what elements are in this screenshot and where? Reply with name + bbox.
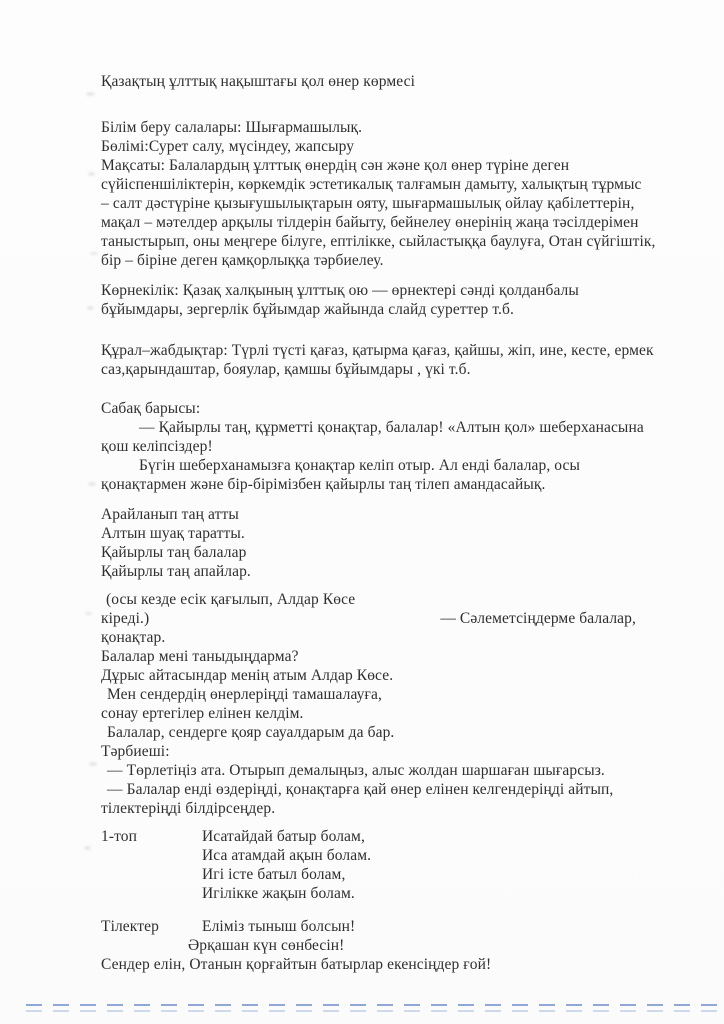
text-line: саз,қарындаштар, бояулар, қамшы бұйымдары , үкі т.б. <box>101 361 471 378</box>
text-line <box>101 609 724 628</box>
line-text: Әрқашан күн сөнбесін! <box>188 937 345 954</box>
text-line <box>101 936 724 955</box>
line-text: кіреді.) <box>101 610 150 627</box>
text-line: — Төрлетіңіз ата. Отырып демалыңыз, алыс жолдан шаршаған шығарсыз. <box>107 762 605 779</box>
text-line: Бүгін шеберханамызға қонақтар келіп отыр. Ал енді балалар, осы <box>139 457 581 474</box>
text-line: Көрнекілік: Қазақ халқының ұлттық ою — өрнектері сәнді қолданбалы <box>101 282 579 299</box>
text-line <box>101 865 724 884</box>
text-line: Тәрбиеші: <box>101 743 170 760</box>
scan-smudge <box>88 172 95 176</box>
scan-smudge <box>84 846 91 850</box>
text-line: бір – біріне деген қамқорлыққа тәрбиелеу. <box>101 252 384 269</box>
text-line: Бөлімі:Сурет салу, мүсіндеу, жапсыру <box>101 138 355 155</box>
text-line: мақал – мәтелдер арқылы тілдерін байыту, бейнелеу өнерінің жаңа тәсілдерімен <box>101 214 639 231</box>
text-line: Сендер елін, Отанын қорғайтын батырлар екенсіңдер ғой! <box>101 956 492 973</box>
text-line: қонақтармен және бір-бірімізбен қайырлы таң тілеп амандасайық. <box>101 476 546 493</box>
scan-smudge <box>88 482 96 486</box>
text-line: сонау ертегілер елінен келдім. <box>101 705 304 722</box>
scan-smudge <box>89 762 97 766</box>
text-line: Құрал–жабдықтар: Түрлі түсті қағаз, қатырма қағаз, қайшы, жіп, ине, кесте, ермек <box>101 342 654 359</box>
scan-smudge <box>87 306 94 310</box>
line-text-right: — Сәлеметсіңдерме балалар, <box>440 610 636 627</box>
document-content <box>101 72 724 974</box>
text-line: қонақтар. <box>101 629 166 646</box>
scan-smudge <box>90 252 98 255</box>
text-line: — Балалар енді өздеріңді, қонақтарға қай өнер елінен келгендеріңді айтып, <box>107 781 614 798</box>
text-line: Дұрыс айтасындар менің атым Алдар Көсе. <box>101 667 394 684</box>
scan-smudge <box>85 612 92 615</box>
text-line: Қайырлы таң балалар <box>101 544 247 561</box>
text-line: Арайланып таң атты <box>101 506 239 523</box>
text-line <box>101 846 724 865</box>
text-line: Білім беру салалары: Шығармашылық. <box>101 119 363 136</box>
bottom-dashed-line-echo <box>26 1010 724 1012</box>
text-line <box>101 917 724 936</box>
bottom-dashed-line <box>26 1004 724 1006</box>
line-text: Еліміз тыныш болсын! <box>202 918 356 935</box>
text-line: бұйымдары, зергерлік бұйымдар жайында слайд суреттер т.б. <box>101 301 514 318</box>
text-line <box>101 884 724 903</box>
line-text: Исатайдай батыр болам, <box>202 828 365 845</box>
text-line: – салт дәстүріне қызығушылықтарын ояту, шығармашылық ойлау қабілеттерін, <box>101 195 635 212</box>
text-line: Қайырлы таң апайлар. <box>101 563 251 580</box>
text-line: сүйіспеншіліктерін, көркемдік эстетикалық талғамын дамыту, халықтың тұрмыс <box>101 176 642 193</box>
line-text: Игілікке жақын болам. <box>202 885 355 902</box>
text-line: таныстырып, оны меңгере білуге, ептілікке, сыйластыққа баулуға, Отан сүйгіштік, <box>101 233 656 250</box>
text-line: Мен сендердің өнерлеріңді тамашалауға, <box>107 686 382 703</box>
text-line: тілектеріңді білдірсеңдер. <box>101 800 276 817</box>
text-line: қош келіпсіздер! <box>101 438 213 455</box>
line-label: Тілектер <box>101 918 159 935</box>
text-line: Мақсаты: Балалардың ұлттық өнердің сән және қол өнер түріне деген <box>101 157 570 174</box>
text-line: (осы кезде есік қағылып, Алдар Көсе <box>106 591 356 608</box>
line-label: 1-топ <box>101 828 138 845</box>
document-title: Қазақтың ұлттық нақыштағы қол өнер көрмесі <box>101 73 415 90</box>
text-line <box>101 827 724 846</box>
line-text: Игі істе батыл болам, <box>202 866 346 883</box>
text-line: Балалар, сендерге қояр сауалдарым да бар. <box>107 724 395 741</box>
scan-smudge <box>86 92 95 96</box>
text-line: — Қайырлы таң, құрметті қонақтар, балалар! «Алтын қол» шеберханасына <box>139 419 644 436</box>
text-line: Сабақ барысы: <box>101 400 201 417</box>
line-text: Иса атамдай ақын болам. <box>202 847 372 864</box>
document-lines <box>101 118 724 974</box>
text-line: Балалар мені таныдыңдарма? <box>101 648 299 665</box>
text-line: Алтын шуақ таратты. <box>101 525 245 542</box>
